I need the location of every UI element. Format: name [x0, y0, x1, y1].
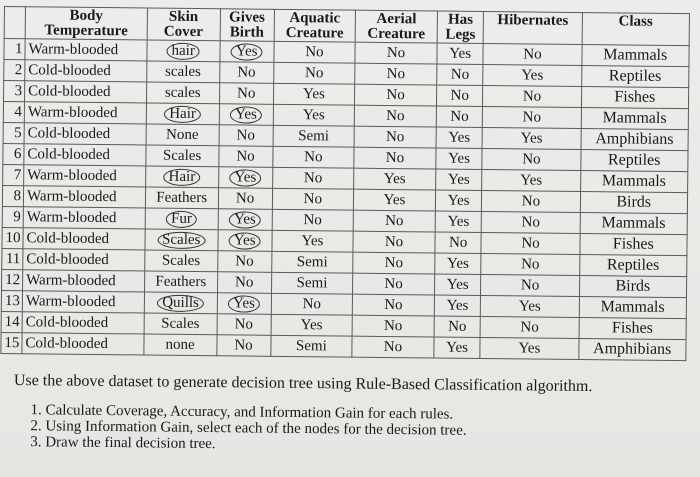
- class-cell: Mammals: [581, 45, 689, 67]
- gives-birth-cell: [220, 41, 274, 63]
- row-index-cell: 5: [3, 122, 24, 143]
- row-index-cell: 4: [3, 102, 24, 123]
- circled-value: Yes: [229, 211, 261, 228]
- gives-birth-cell: No: [219, 83, 273, 105]
- skin-cover-cell: [144, 292, 217, 314]
- skin-cover-cell: Scales: [144, 313, 217, 335]
- aerial-creature-cell: No: [353, 210, 435, 232]
- skin-cover-cell: Scales: [144, 250, 217, 272]
- gives-birth-cell: No: [218, 146, 272, 168]
- class-cell: Amphibians: [578, 339, 686, 361]
- circled-value: Yes: [229, 169, 261, 186]
- circled-value: Hair: [163, 168, 200, 185]
- gives-birth-cell: No: [217, 251, 271, 273]
- aerial-creature-cell: No: [353, 231, 435, 253]
- header-index-cell: [4, 7, 25, 39]
- hibernates-cell: No: [483, 107, 581, 129]
- skin-cover-cell: Scales: [146, 145, 219, 167]
- skin-cover-cell: None: [146, 124, 219, 146]
- aquatic-creature-cell: No: [274, 41, 356, 63]
- body-temperature-cell: Cold-blooded: [23, 249, 145, 271]
- circled-value: Scales: [157, 231, 206, 249]
- aquatic-creature-cell: Yes: [273, 83, 355, 105]
- body-temperature-cell: Warm-blooded: [23, 186, 145, 208]
- skin-cover-cell: [145, 166, 218, 188]
- aerial-creature-cell: No: [355, 42, 437, 64]
- gives-birth-cell: No: [217, 272, 271, 294]
- gives-birth-cell: No: [219, 125, 273, 147]
- has-legs-cell: Yes: [434, 337, 481, 358]
- aerial-creature-cell: No: [354, 147, 436, 169]
- aerial-creature-cell: No: [353, 252, 435, 274]
- class-cell: Reptiles: [580, 150, 688, 172]
- task-step: 2. Using Information Gain, select each of the nodes for the decision tree.: [45, 418, 693, 441]
- aquatic-creature-cell: Yes: [272, 230, 354, 252]
- class-cell: Reptiles: [579, 255, 687, 277]
- task-prompt: Use the above dataset to generate decision tree using Rule-Based Classification algorithm.: [13, 372, 593, 396]
- aquatic-creature-cell: Semi: [271, 272, 353, 294]
- has-legs-cell: No: [436, 106, 483, 127]
- class-cell: Mammals: [580, 213, 688, 235]
- gives-birth-cell: No: [218, 188, 272, 210]
- aquatic-creature-cell: Semi: [273, 125, 355, 147]
- body-temperature-cell: Warm-blooded: [22, 291, 144, 313]
- row-index-cell: 9: [2, 206, 23, 227]
- circled-value: Hair: [164, 105, 201, 122]
- class-cell: Birds: [579, 276, 687, 298]
- class-cell: Mammals: [579, 297, 687, 319]
- has-legs-cell: Yes: [435, 211, 482, 232]
- aerial-creature-cell: No: [352, 336, 434, 358]
- body-temperature-cell: Cold-blooded: [22, 333, 144, 355]
- gives-birth-cell: No: [219, 62, 273, 84]
- gives-birth-cell: No: [217, 314, 271, 336]
- circled-value: Yes: [230, 106, 262, 123]
- row-index-cell: 14: [1, 311, 22, 332]
- hibernates-cell: Yes: [481, 296, 579, 318]
- hibernates-cell: Yes: [482, 128, 580, 150]
- body-temperature-cell: Cold-blooded: [23, 228, 145, 250]
- header-gives-birth: Gives Birth: [220, 9, 274, 42]
- has-legs-cell: Yes: [435, 253, 482, 274]
- circled-value: Quills: [157, 294, 204, 311]
- row-index-cell: 8: [2, 185, 23, 206]
- has-legs-cell: Yes: [436, 127, 483, 148]
- gives-birth-cell: [217, 293, 271, 315]
- aquatic-creature-cell: Semi: [270, 335, 352, 357]
- aerial-creature-cell: No: [353, 294, 435, 316]
- skin-cover-cell: [145, 208, 218, 230]
- aerial-creature-cell: No: [353, 273, 435, 295]
- circled-value: hair: [166, 42, 200, 59]
- header-class: Class: [582, 13, 690, 46]
- has-legs-cell: No: [436, 85, 483, 106]
- body-temperature-cell: Warm-blooded: [25, 39, 147, 61]
- body-temperature-cell: Warm-blooded: [23, 270, 145, 292]
- hibernates-cell: Yes: [483, 65, 581, 87]
- hibernates-cell: No: [482, 212, 580, 234]
- class-cell: Fishes: [579, 234, 687, 256]
- row-index-cell: 2: [4, 60, 25, 81]
- gives-birth-cell: [218, 209, 272, 231]
- hibernates-cell: Yes: [482, 170, 580, 192]
- table-body: [1, 39, 689, 361]
- circled-value: Yes: [228, 295, 260, 312]
- aquatic-creature-cell: Semi: [271, 251, 353, 273]
- class-cell: Fishes: [579, 318, 687, 340]
- body-temperature-cell: Cold-blooded: [24, 123, 146, 145]
- hibernates-cell: No: [481, 233, 579, 255]
- hibernates-cell: No: [481, 254, 579, 276]
- body-temperature-cell: Warm-blooded: [24, 102, 146, 124]
- class-cell: Reptiles: [581, 66, 689, 88]
- gives-birth-cell: [218, 230, 272, 252]
- has-legs-cell: Yes: [435, 190, 482, 211]
- aquatic-creature-cell: No: [271, 293, 353, 315]
- row-index-cell: 13: [1, 290, 22, 311]
- hibernates-cell: Yes: [480, 338, 578, 360]
- has-legs-cell: No: [435, 232, 482, 253]
- hibernates-cell: No: [481, 275, 579, 297]
- row-index-cell: 1: [4, 39, 25, 60]
- hibernates-cell: No: [482, 149, 580, 171]
- has-legs-cell: Yes: [437, 43, 484, 64]
- aquatic-creature-cell: No: [272, 146, 354, 168]
- hibernates-cell: No: [482, 191, 580, 213]
- aerial-creature-cell: Yes: [354, 168, 436, 190]
- skin-cover-cell: [147, 40, 220, 62]
- aquatic-creature-cell: No: [273, 62, 355, 84]
- task-section: [13, 372, 694, 457]
- row-index-cell: 6: [3, 143, 24, 164]
- skin-cover-cell: scales: [146, 82, 219, 104]
- hibernates-cell: No: [483, 86, 581, 108]
- has-legs-cell: No: [434, 316, 481, 337]
- body-temperature-cell: Warm-blooded: [24, 165, 146, 187]
- has-legs-cell: Yes: [436, 148, 483, 169]
- aquatic-creature-cell: No: [272, 209, 354, 231]
- aerial-creature-cell: No: [355, 63, 437, 85]
- aerial-creature-cell: Yes: [354, 189, 436, 211]
- aquatic-creature-cell: No: [272, 167, 354, 189]
- hibernates-cell: No: [483, 44, 581, 66]
- class-cell: Mammals: [580, 171, 688, 193]
- task-steps: [13, 402, 693, 457]
- dataset-table: [0, 6, 690, 361]
- task-step: 1. Calculate Coverage, Accuracy, and Information Gain for each rules.: [46, 402, 694, 425]
- class-cell: Fishes: [581, 87, 689, 109]
- skin-cover-cell: [146, 103, 219, 125]
- header-aerial-creature: Aerial Creature: [355, 10, 437, 43]
- class-cell: Birds: [580, 192, 688, 214]
- row-index-cell: 3: [3, 81, 24, 102]
- has-legs-cell: Yes: [435, 169, 482, 190]
- skin-cover-cell: Feathers: [145, 187, 218, 209]
- circled-value: Yes: [229, 232, 261, 249]
- body-temperature-cell: Cold-blooded: [24, 81, 146, 103]
- aquatic-creature-cell: Yes: [271, 314, 353, 336]
- row-index-cell: 7: [3, 164, 24, 185]
- gives-birth-cell: [219, 104, 273, 126]
- class-cell: Mammals: [581, 108, 689, 130]
- skin-cover-cell: Feathers: [144, 271, 217, 293]
- aquatic-creature-cell: Yes: [273, 104, 355, 126]
- header-skin-cover: Skin Cover: [147, 8, 220, 41]
- gives-birth-cell: [218, 167, 272, 189]
- header-has-legs: Has Legs: [437, 11, 484, 43]
- class-cell: Amphibians: [581, 129, 689, 151]
- body-temperature-cell: Cold-blooded: [22, 312, 144, 334]
- aerial-creature-cell: No: [352, 315, 434, 337]
- gives-birth-cell: No: [216, 335, 270, 357]
- has-legs-cell: No: [437, 64, 484, 85]
- header-aquatic-creature: Aquatic Creature: [274, 9, 356, 42]
- aerial-creature-cell: No: [354, 105, 436, 127]
- body-temperature-cell: Cold-blooded: [25, 60, 147, 82]
- row-index-cell: 15: [1, 332, 22, 353]
- skin-cover-cell: none: [144, 334, 217, 356]
- aquatic-creature-cell: No: [272, 188, 354, 210]
- aerial-creature-cell: No: [355, 84, 437, 106]
- header-body-temperature: Body Temperature: [25, 7, 147, 40]
- row-index-cell: 12: [2, 269, 23, 290]
- has-legs-cell: Yes: [434, 295, 481, 316]
- body-temperature-cell: Warm-blooded: [23, 207, 145, 229]
- has-legs-cell: Yes: [434, 274, 481, 295]
- hibernates-cell: No: [481, 317, 579, 339]
- circled-value: Yes: [231, 43, 263, 60]
- header-hibernates: Hibernates: [484, 12, 582, 45]
- skin-cover-cell: scales: [146, 61, 219, 83]
- task-step: 3. Draw the final decision tree.: [45, 434, 693, 457]
- skin-cover-cell: [145, 229, 218, 251]
- row-index-cell: 11: [2, 248, 23, 269]
- circled-value: Fur: [166, 210, 197, 227]
- aerial-creature-cell: No: [354, 126, 436, 148]
- row-index-cell: 10: [2, 227, 23, 248]
- body-temperature-cell: Cold-blooded: [24, 144, 146, 166]
